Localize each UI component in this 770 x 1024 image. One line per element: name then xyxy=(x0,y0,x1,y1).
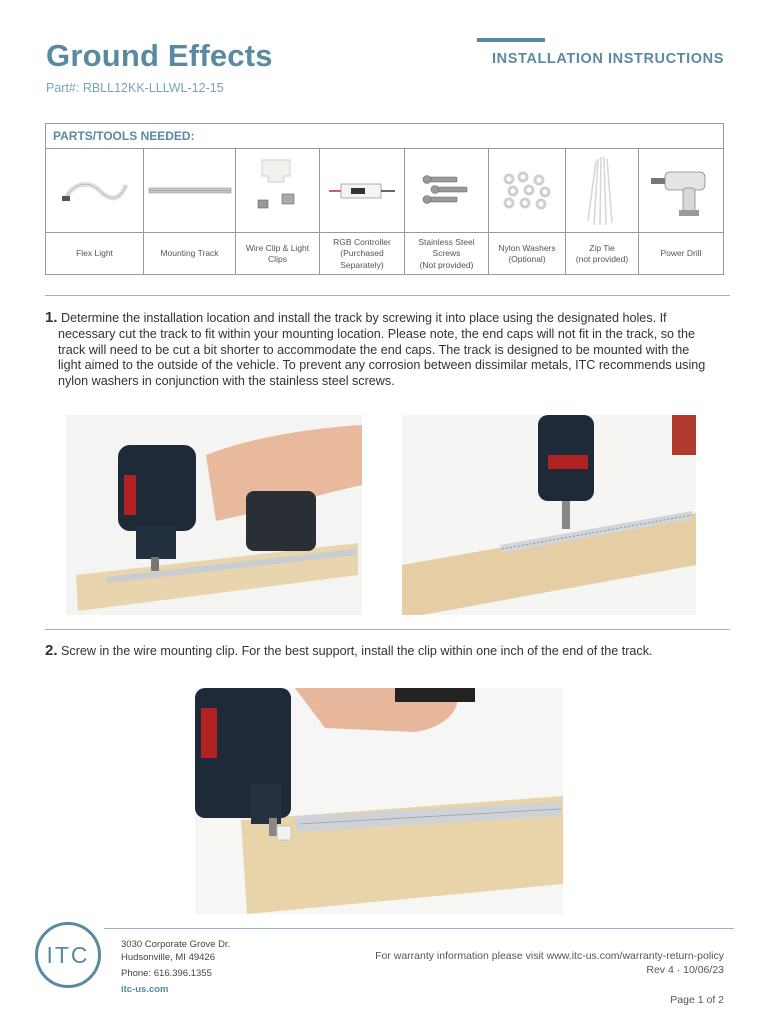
part-number: Part#: RBLL12KK-LLLWL-12-15 xyxy=(46,81,224,95)
wire-clip-icon xyxy=(248,156,308,226)
part-label: Wire Clip & Light Clips xyxy=(245,242,310,264)
step-1 xyxy=(45,310,715,390)
revision-info: Rev 4 · 10/06/23 xyxy=(646,964,724,976)
section-label: INSTALLATION INSTRUCTIONS xyxy=(492,51,724,67)
rgb-controller-icon xyxy=(327,176,397,206)
section-divider xyxy=(45,629,730,630)
part-cell-wire-clip xyxy=(236,149,320,275)
part-cell-flex-light xyxy=(46,149,144,275)
part-cell-zip-tie xyxy=(566,149,639,275)
warranty-info[interactable]: For warranty information please visit www.itc-us.com/warranty-return-policy xyxy=(375,950,724,962)
nylon-washers-icon xyxy=(499,171,555,211)
parts-table-heading: PARTS/TOOLS NEEDED: xyxy=(46,124,723,149)
part-label: RGB Controller (Purchased Separately) xyxy=(333,236,391,270)
flex-light-icon xyxy=(60,171,130,211)
part-label: Flex Light xyxy=(76,248,113,259)
website-link[interactable]: itc-us.com xyxy=(121,984,169,995)
step-1-photo-right xyxy=(402,415,696,615)
step-number: 2. xyxy=(45,642,58,659)
address-line-2: Hudsonville, MI 49426 xyxy=(121,952,215,963)
step-2-photo xyxy=(195,688,563,914)
page-number: Page 1 of 2 xyxy=(670,994,724,1006)
logo-text: ITC xyxy=(46,941,90,968)
power-drill-icon xyxy=(649,164,713,218)
step-2 xyxy=(45,643,715,660)
part-label: Zip Tie (not provided) xyxy=(575,242,629,264)
part-label: Stainless Steel Screws (Not provided) xyxy=(418,236,475,270)
document-title: Ground Effects xyxy=(46,38,273,73)
step-text: Determine the installation location and install the track by screwing it into place using the designated holes. If necessary cut the track to fit within your mounting location. Please note, the end caps will not fit in the track, so the track will need to be cut a bit shorter to accommodate the end caps. The track is designed to be mounted with the light aimed to the outside of the vehicle. To prevent any corrosion between dissimilar metals, ITC recommends using nylon washers in conjunction with the stainless steel screws. xyxy=(58,311,706,389)
zip-tie-icon xyxy=(582,153,622,229)
part-label: Mounting Track xyxy=(160,248,219,259)
parts-tools-table xyxy=(45,123,724,275)
mounting-track-icon xyxy=(148,184,232,198)
itc-logo xyxy=(35,922,101,988)
part-label: Power Drill xyxy=(660,248,702,259)
part-cell-mounting-track xyxy=(144,149,236,275)
step-number: 1. xyxy=(45,309,58,326)
screws-icon xyxy=(421,173,473,209)
step-1-photo-left xyxy=(66,415,362,615)
step-text: Screw in the wire mounting clip. For the best support, install the clip within one inch of the end of the track. xyxy=(61,644,653,658)
phone-number: Phone: 616.396.1355 xyxy=(121,968,212,979)
header-accent-bar xyxy=(477,38,545,42)
part-cell-power-drill xyxy=(639,149,723,275)
address-line-1: 3030 Corporate Grove Dr. xyxy=(121,939,231,950)
section-divider xyxy=(45,295,730,296)
part-label: Nylon Washers (Optional) xyxy=(498,242,556,264)
footer-divider xyxy=(104,928,734,929)
part-cell-rgb-controller xyxy=(320,149,405,275)
company-address xyxy=(121,938,230,996)
part-cell-nylon-washers xyxy=(489,149,566,275)
part-cell-screws xyxy=(405,149,489,275)
